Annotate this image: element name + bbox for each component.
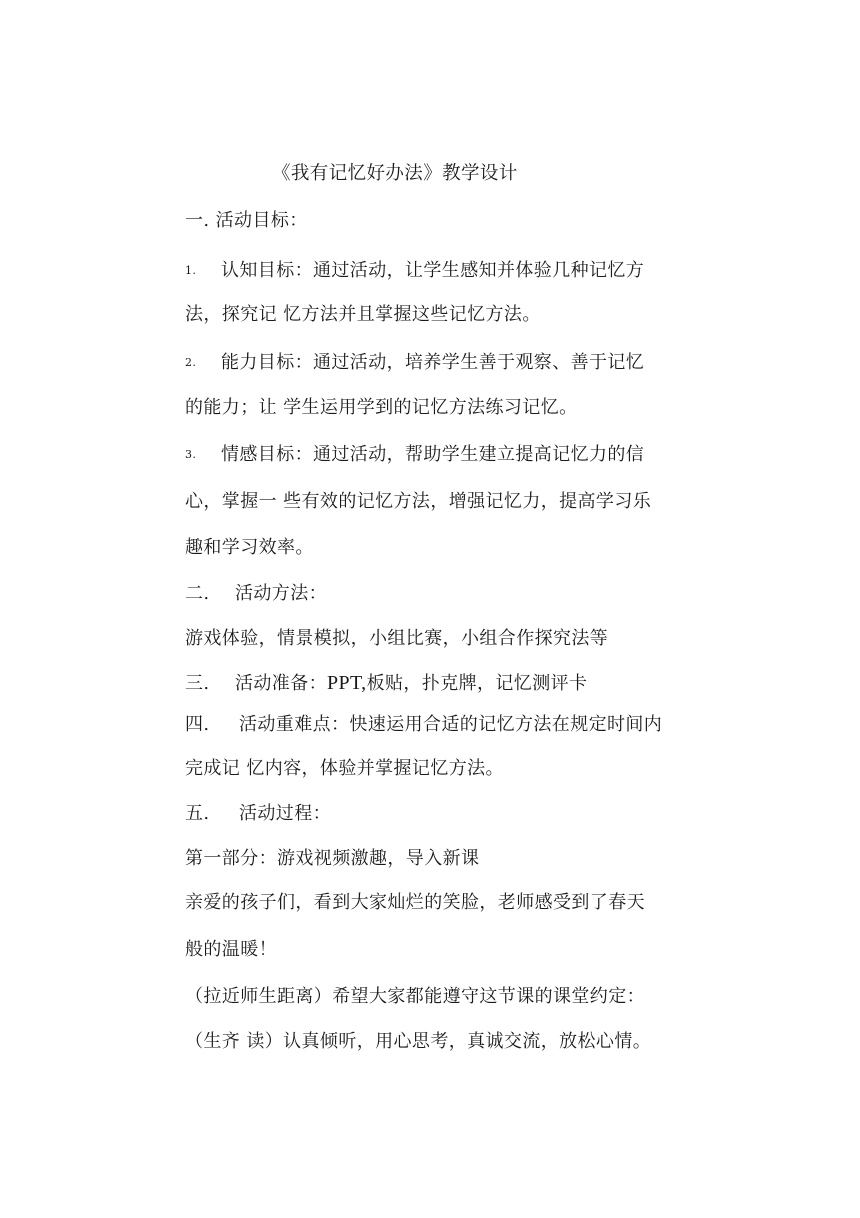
part-1-paragraph-2-line-1: （拉近师生距离）希望大家都能遵守这节课的课堂约定： — [185, 986, 645, 1007]
section-5-heading — [185, 802, 331, 826]
part-1-heading: 第一部分：游戏视频激趣，导入新课 — [185, 848, 480, 869]
section-1-heading: 一. 活动目标： — [185, 210, 308, 231]
goal-1-line-1 — [185, 259, 644, 283]
section-3-latin: PPT, — [327, 672, 367, 694]
document-title: 《我有记忆好办法》教学设计 — [272, 163, 518, 184]
goal-3-number: 3. — [185, 448, 197, 461]
section-3-suffix: 板贴，扑克牌，记忆测评卡 — [366, 673, 588, 694]
goal-3-line-1 — [185, 443, 644, 467]
section-3-heading — [185, 671, 587, 696]
goal-3-line-2: 心，掌握一 些有效的记忆方法，增强记忆力，提高学习乐 — [185, 491, 652, 512]
goal-2-line-1 — [185, 351, 644, 375]
section-3-number: 三. — [185, 673, 210, 694]
section-5-title: 活动过程： — [239, 803, 331, 824]
section-3-prefix: 活动准备： — [235, 673, 327, 694]
part-1-paragraph-1-line-2: 般的温暖！ — [185, 939, 277, 960]
section-2-heading — [185, 582, 327, 606]
goal-2-number: 2. — [185, 356, 197, 369]
goal-2-text: 能力目标：通过活动，培养学生善于观察、善于记忆 — [221, 352, 645, 373]
goal-2-line-2: 的能力；让 学生运用学到的记忆方法练习记忆。 — [185, 397, 578, 418]
section-4-text: 活动重难点：快速运用合适的记忆方法在规定时间内 — [239, 714, 663, 735]
goal-1-text: 认知目标：通过活动，让学生感知并体验几种记忆方 — [221, 260, 645, 281]
section-5-number: 五. — [185, 803, 210, 824]
section-2-number: 二. — [185, 583, 210, 604]
goal-1-line-2: 法，探究记 忆方法并且掌握这些记忆方法。 — [185, 304, 541, 325]
section-4-line-1 — [185, 713, 662, 737]
section-2-body: 游戏体验，情景模拟，小组比赛，小组合作探究法等 — [185, 628, 609, 649]
section-4-line-2: 完成记 忆内容，体验并掌握记忆方法。 — [185, 758, 504, 779]
part-1-paragraph-2-line-2: （生齐 读）认真倾听，用心思考，真诚交流，放松心情。 — [185, 1031, 652, 1052]
section-2-title: 活动方法： — [235, 583, 327, 604]
goal-3-text: 情感目标：通过活动，帮助学生建立提高记忆力的信 — [221, 444, 645, 465]
goal-3-line-3: 趣和学习效率。 — [185, 537, 314, 558]
part-1-paragraph-1-line-1: 亲爱的孩子们，看到大家灿烂的笑脸，老师感受到了春天 — [185, 892, 645, 913]
goal-1-number: 1. — [185, 264, 197, 277]
section-4-number: 四. — [185, 714, 210, 735]
